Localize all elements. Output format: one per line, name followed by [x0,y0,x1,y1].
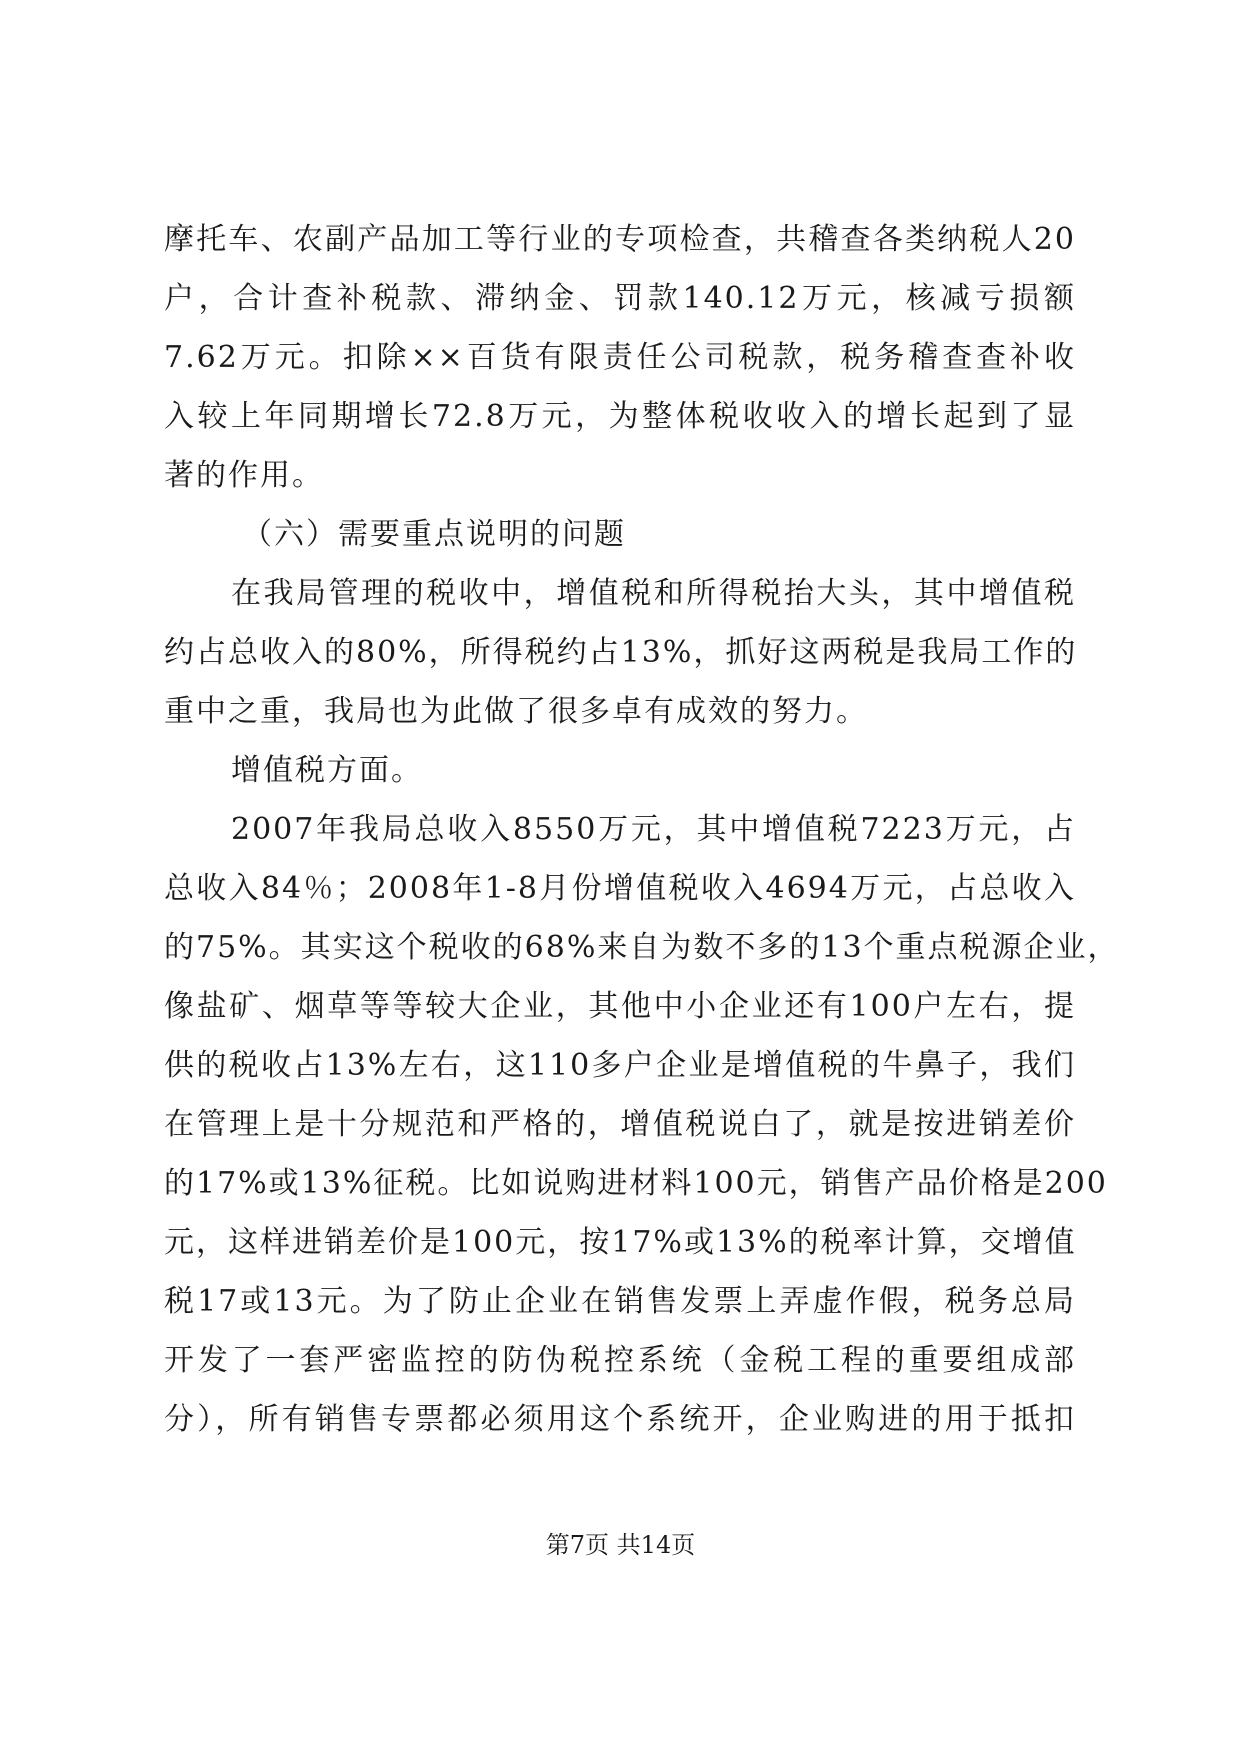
paragraph-line: 2007年我局总收入8550万元，其中增值税7223万元，占 [231,812,1076,847]
paragraph-line: 供的税收占13%左右，这110多户企业是增值税的牛鼻子，我们 [164,1048,1076,1083]
paragraph-line: 税17或13元。为了防止企业在销售发票上弄虚作假，税务总局 [164,1284,1076,1319]
paragraph-line: 著的作用。 [164,458,324,493]
document-body [164,210,1120,1449]
paragraph-line: 分），所有销售专票都必须用这个系统开，企业购进的用于抵扣 [164,1402,1076,1437]
paragraph-line: 在管理上是十分规范和严格的，增值税说白了，就是按进销差价 [164,1107,1076,1142]
paragraph-line: 在我局管理的税收中，增值税和所得税抬大头，其中增值税 [231,576,1076,611]
paragraph-line: 摩托车、农副产品加工等行业的专项检查，共稽查各类纳税人20 [164,222,1076,257]
paragraph-line: 像盐矿、烟草等等较大企业，其他中小企业还有100户左右，提 [164,989,1076,1024]
paragraph-line: 重中之重，我局也为此做了很多卓有成效的努力。 [164,694,868,729]
paragraph-line: 的17%或13%征税。比如说购进材料100元，销售产品价格是200 [164,1166,1108,1201]
paragraph-line: 的75%。其实这个税收的68%来自为数不多的13个重点税源企业， [164,930,1120,965]
paragraph-line: 总收入84％；2008年1-8月份增值税收入4694万元，占总收入 [164,871,1076,906]
paragraph-line: 增值税方面。 [231,753,423,788]
paragraph-line: 7.62万元。扣除××百货有限责任公司税款，税务稽查查补收 [164,340,1076,375]
paragraph-line: 约占总收入的80%，所得税约占13%，抓好这两税是我局工作的 [164,635,1078,670]
page-number-footer: 第7页 共14页 [545,1531,696,1559]
paragraph-line: 元，这样进销差价是100元，按17%或13%的税率计算，交增值 [164,1225,1077,1260]
paragraph-line: 开发了一套严密监控的防伪税控系统（金税工程的重要组成部 [164,1343,1076,1378]
paragraph-line: 户，合计查补税款、滞纳金、罚款140.12万元，核减亏损额 [164,281,1076,316]
section-heading: （六）需要重点说明的问题 [242,517,626,552]
paragraph-line: 入较上年同期增长72.8万元，为整体税收收入的增长起到了显 [164,399,1076,434]
